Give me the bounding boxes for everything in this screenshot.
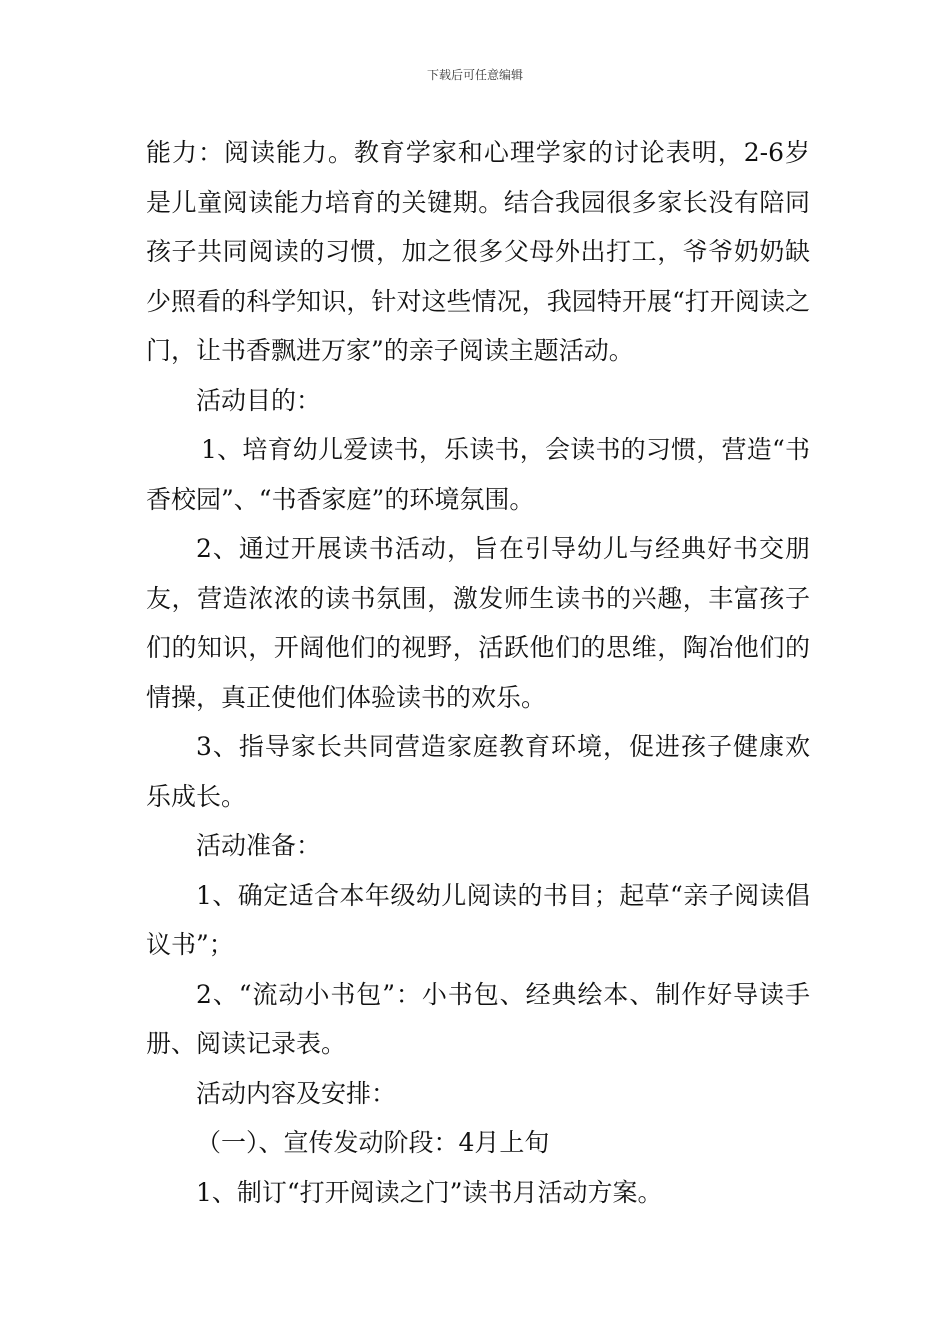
heading-activity-preparation: 活动准备： bbox=[196, 831, 322, 860]
stage-heading-1: （一）、宣传发动阶段：4月上旬 bbox=[196, 1128, 550, 1157]
goal-item-2: 2、通过开展读书活动，旨在引导幼儿与经典好书交朋友，营造浓浓的读书氛围，激发师生读书的兴趣，丰富孩子们的知识，开阔他们的视野，活跃他们的思维，陶冶他们的情操，真正使他们体验读书的欢乐。 bbox=[146, 534, 810, 712]
document-body bbox=[146, 128, 810, 1217]
paragraph-intro-continued: 能力：阅读能力。教育学家和心理学家的讨论表明，2-6岁是儿童阅读能力培育的关键期。结合我园很多家长没有陪同孩子共同阅读的习惯，加之很多父母外出打工，爷爷奶奶缺少照看的科学知识，针对这些情况，我园特开展“打开阅读之门，让书香飘进万家”的亲子阅读主题活动。 bbox=[146, 138, 810, 365]
goal-item-3: 3、指导家长共同营造家庭教育环境，促进孩子健康欢乐成长。 bbox=[146, 732, 810, 811]
heading-activity-content: 活动内容及安排： bbox=[196, 1078, 397, 1108]
page-header-note: 下载后可任意编辑 bbox=[426, 68, 523, 82]
goal-item-1: 1、培育幼儿爱读书，乐读书，会读书的习惯，营造“书香校园”、“书香家庭”的环境氛围。 bbox=[146, 435, 810, 514]
stage-1-item-1: 1、制订“打开阅读之门”读书月活动方案。 bbox=[196, 1177, 663, 1207]
preparation-item-1: 1、确定适合本年级幼儿阅读的书目；起草“亲子阅读倡议书”； bbox=[146, 880, 810, 959]
preparation-item-2: 2、“流动小书包”：小书包、经典绘本、制作好导读手册、阅读记录表。 bbox=[146, 979, 810, 1058]
heading-activity-goals: 活动目的： bbox=[196, 385, 322, 415]
